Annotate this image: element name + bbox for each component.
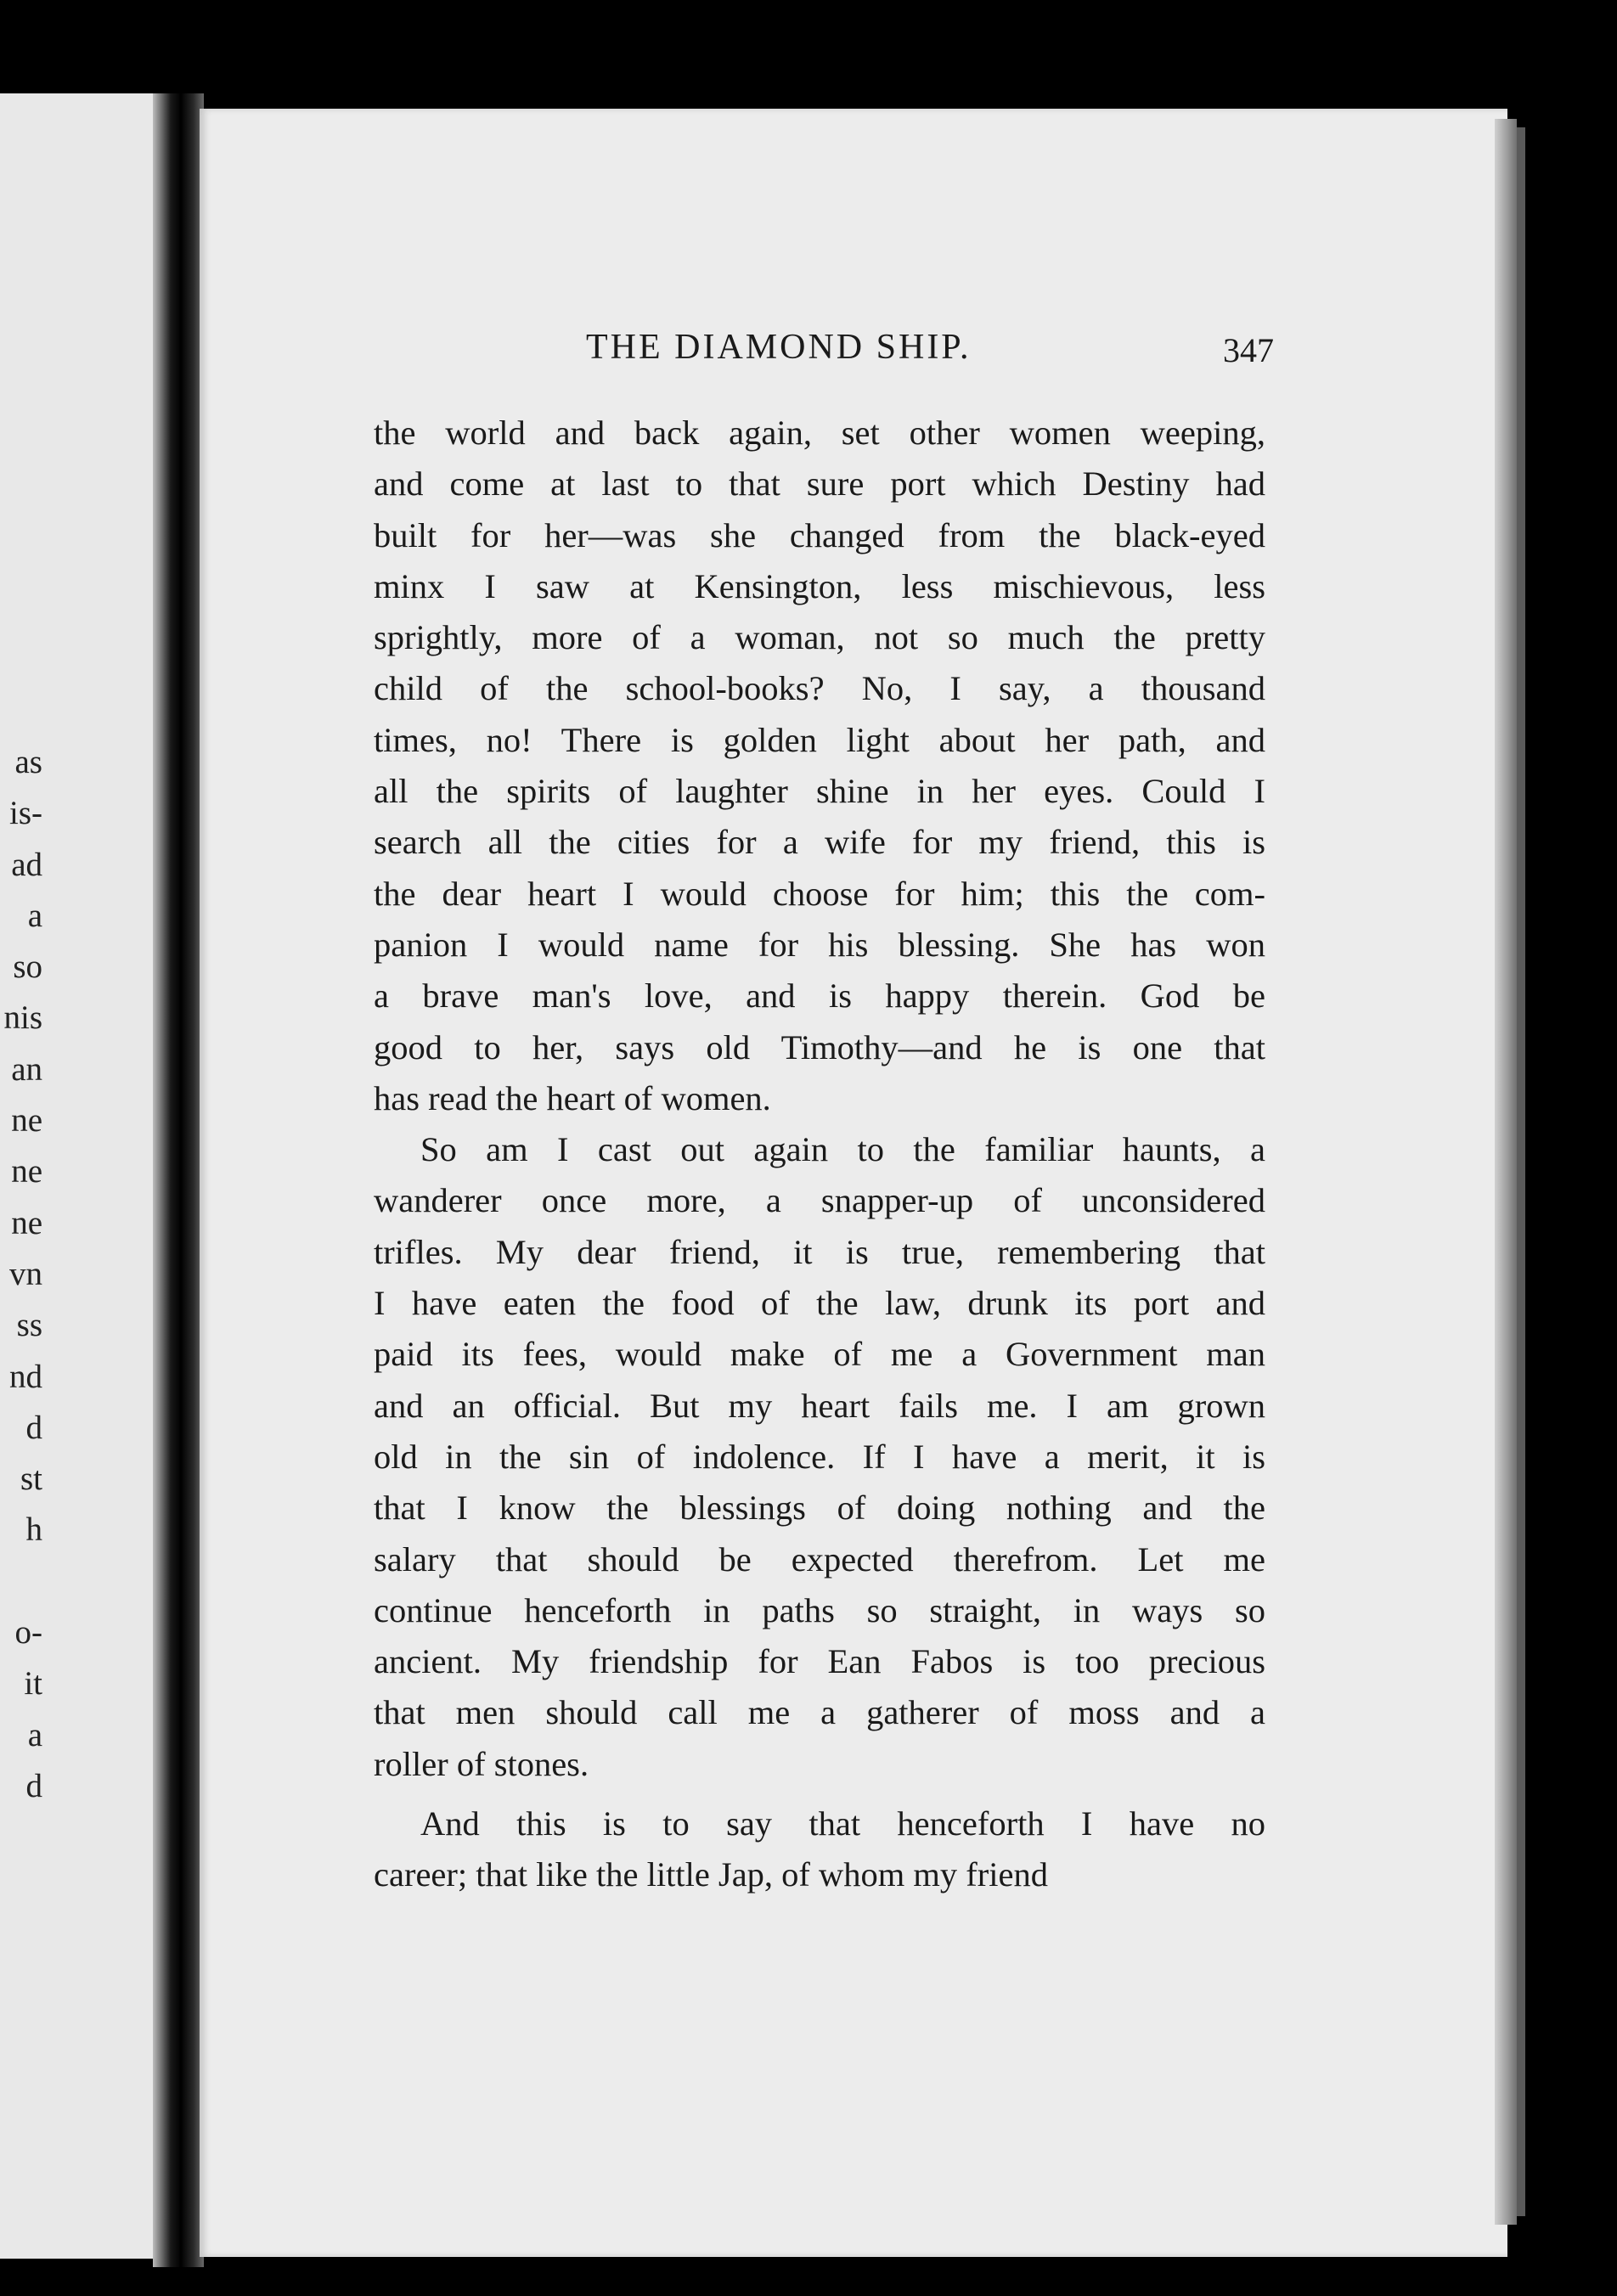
left-page-fragment: as — [14, 744, 42, 780]
paragraph — [374, 1798, 1265, 1901]
book-gutter — [153, 93, 204, 2267]
text-line: panion I would name for his blessing. She has won — [374, 925, 1265, 964]
left-page-fragment: a — [27, 897, 42, 934]
text-line: the dear heart I would choose for him; this the com- — [374, 874, 1265, 913]
left-page-fragment: a — [27, 1716, 42, 1753]
text-line: ancient. My friendship for Ean Fabos is too precious — [374, 1642, 1265, 1681]
page-edge — [1495, 119, 1517, 2225]
left-page-fragment: vn — [9, 1255, 42, 1292]
left-page-fragment: an — [11, 1050, 42, 1088]
text-line: that I know the blessings of doing nothing and the — [374, 1488, 1265, 1528]
left-page-fragment: d — [25, 1767, 42, 1804]
text-line: times, no! There is golden light about her path, and — [374, 720, 1265, 759]
paragraph — [374, 408, 1265, 1124]
text-line: salary that should be expected therefrom. Let me — [374, 1539, 1265, 1578]
page-edge-shadow — [1517, 127, 1525, 2216]
left-page-fragment: o- — [14, 1614, 42, 1652]
text-line: a brave man's love, and is happy therein. God be — [374, 976, 1265, 1016]
left-page-fragment — [0, 1556, 161, 1607]
text-line: continue henceforth in paths so straight, in ways so — [374, 1590, 1265, 1629]
left-page-fragment: nis — [3, 999, 42, 1037]
left-page-fragment: ad — [11, 846, 42, 883]
text-line: all the spirits of laughter shine in her eyes. Could I — [374, 772, 1265, 811]
body-text — [374, 408, 1265, 1901]
text-line: roller of stones. — [374, 1744, 589, 1783]
text-line: trifles. My dear friend, it is true, remembering that — [374, 1232, 1265, 1271]
text-line: has read the heart of women. — [374, 1078, 771, 1117]
left-page-fragment: nd — [9, 1358, 42, 1395]
left-page-fragment: ne — [11, 1102, 42, 1140]
left-page-fragment: ss — [16, 1307, 42, 1344]
left-page-fragment: ne — [11, 1204, 42, 1241]
left-page-fragment: so — [13, 948, 42, 986]
text-line: paid its fees, would make of me a Government man — [374, 1335, 1265, 1374]
text-line: the world and back again, set other women weeping, — [374, 414, 1265, 452]
text-line: I have eaten the food of the law, drunk its port and — [374, 1284, 1265, 1323]
page-header — [586, 327, 1274, 386]
left-page-fragment: is- — [9, 795, 42, 832]
left-page-fragment: h — [25, 1511, 42, 1549]
text-line: wanderer once more, a snapper-up of unconsidered — [374, 1181, 1265, 1220]
text-line: and an official. But my heart fails me. I am grown — [374, 1386, 1265, 1425]
left-page-fragment: st — [20, 1460, 42, 1498]
text-line: old in the sin of indolence. If I have a merit, it is — [374, 1437, 1265, 1476]
text-line: and come at last to that sure port which Destiny had — [374, 464, 1265, 504]
text-line: So am I cast out again to the familiar haunts, a — [420, 1130, 1265, 1169]
text-line: career; that like the little Jap, of whom my friend — [374, 1855, 1048, 1894]
text-line: that men should call me a gatherer of moss and a — [374, 1693, 1265, 1732]
running-head: THE DIAMOND SHIP. — [586, 328, 972, 367]
text-line: And this is to say that henceforth I have no — [420, 1804, 1265, 1843]
text-line: good to her, says old Timothy—and he is one that — [374, 1027, 1265, 1066]
text-line: child of the school-books? No, I say, a thousand — [374, 669, 1265, 708]
text-line: minx I saw at Kensington, less mischievous, less — [374, 566, 1265, 605]
text-line: search all the cities for a wife for my friend, this is — [374, 823, 1265, 862]
paragraph — [374, 1124, 1265, 1790]
text-line: built for her—was she changed from the black-eyed — [374, 515, 1265, 554]
left-page-fragment: d — [25, 1409, 42, 1446]
text-line: sprightly, more of a woman, not so much the pretty — [374, 618, 1265, 657]
left-page-fragment: it — [24, 1665, 42, 1702]
page-number: 347 — [1223, 331, 1274, 369]
left-page-text-fragments — [0, 737, 161, 1812]
left-page-fragment: ne — [11, 1153, 42, 1190]
